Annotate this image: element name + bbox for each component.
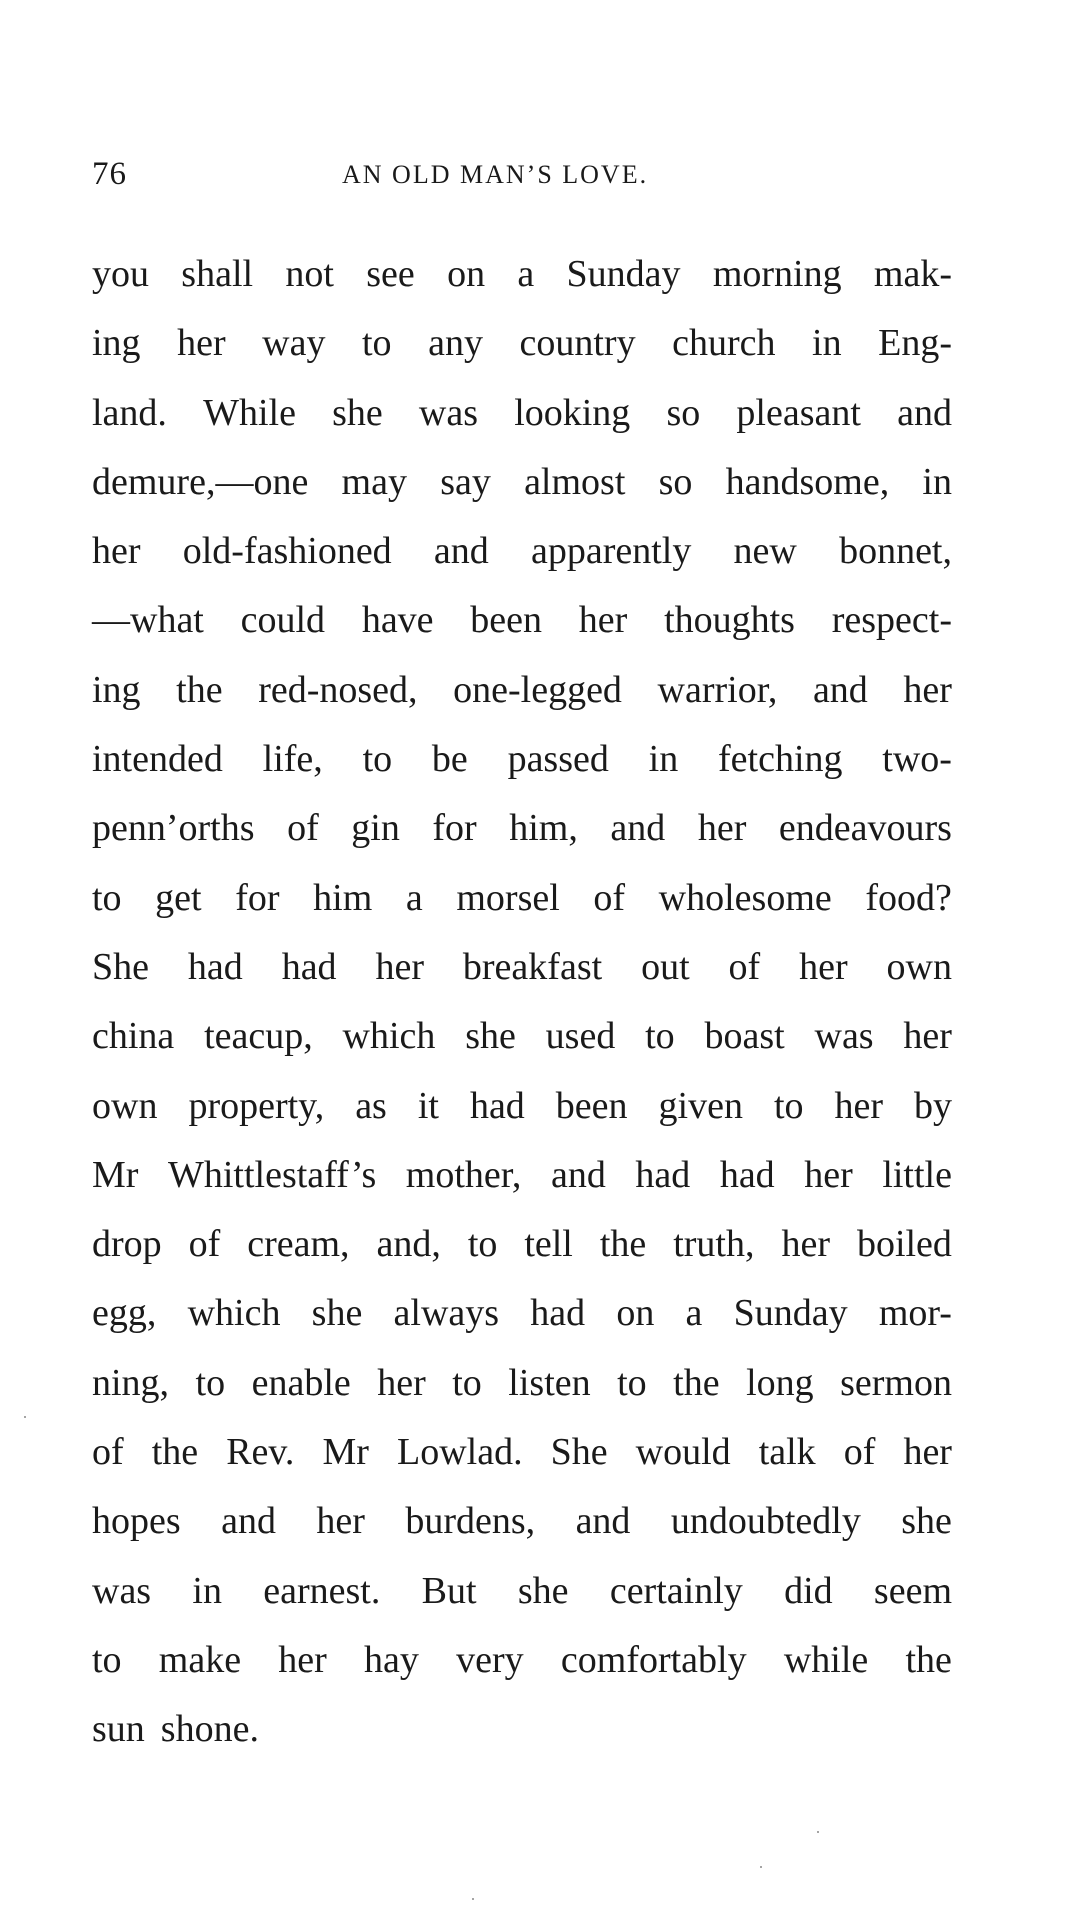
- word: the: [905, 1638, 952, 1681]
- word: land.: [92, 391, 167, 434]
- word: a: [685, 1292, 703, 1335]
- word: intended: [92, 738, 223, 781]
- word: respect-: [831, 599, 952, 642]
- print-speck: [817, 1831, 819, 1833]
- word: Whittlestaff’s: [168, 1153, 377, 1196]
- running-head: [92, 156, 952, 196]
- word: food?: [865, 876, 952, 919]
- word: and: [610, 807, 666, 850]
- word: in: [648, 738, 679, 781]
- word: her: [316, 1500, 365, 1543]
- word: by: [914, 1084, 952, 1127]
- word: been: [555, 1084, 628, 1127]
- word: she: [465, 1015, 516, 1058]
- word: talk: [758, 1431, 816, 1474]
- word: on: [447, 253, 486, 295]
- word: the: [151, 1431, 199, 1474]
- word: bonnet,: [839, 530, 952, 573]
- word: her: [834, 1084, 884, 1127]
- word: her: [804, 1153, 853, 1196]
- word: she: [311, 1292, 363, 1335]
- word: own: [886, 945, 952, 988]
- print-speck: [760, 1866, 762, 1868]
- word: gin: [351, 807, 400, 850]
- word: china: [92, 1015, 175, 1058]
- word: in: [922, 460, 952, 503]
- word: him: [313, 876, 373, 919]
- word: and: [812, 668, 868, 711]
- word: passed: [507, 738, 609, 781]
- word: her: [781, 1223, 830, 1266]
- word: to: [195, 1361, 226, 1404]
- word: her: [375, 945, 424, 988]
- word: her: [177, 322, 226, 365]
- text-line: [92, 1418, 952, 1487]
- word: mother,: [405, 1153, 522, 1196]
- word: and,: [376, 1223, 441, 1266]
- text-line: [92, 1626, 952, 1695]
- word: Mr: [322, 1431, 369, 1474]
- word: her: [903, 668, 952, 711]
- word: sermon: [840, 1361, 952, 1404]
- word: out: [641, 945, 690, 988]
- page-number: 76: [92, 156, 127, 192]
- word: a: [517, 253, 535, 295]
- word: she: [332, 391, 383, 434]
- word: of: [287, 807, 319, 850]
- word: to: [92, 876, 122, 919]
- text-line: [92, 517, 952, 586]
- word: on: [616, 1292, 655, 1335]
- word: did: [784, 1569, 833, 1612]
- word: country: [519, 322, 636, 365]
- word: to: [92, 1638, 122, 1681]
- text-line: [92, 309, 952, 378]
- word: shall: [181, 253, 254, 295]
- word: endeavours: [778, 807, 952, 850]
- text-line: [92, 1210, 952, 1279]
- text-line: [92, 864, 952, 933]
- word: to: [773, 1084, 804, 1127]
- text-line: [92, 1072, 952, 1141]
- text-line: [92, 1349, 952, 1418]
- word: apparently: [530, 530, 692, 573]
- word: ing: [92, 668, 141, 711]
- word: be: [431, 738, 468, 781]
- word: her: [278, 1638, 327, 1681]
- word: hopes: [92, 1500, 181, 1543]
- word: could: [240, 599, 326, 642]
- word: to: [617, 1361, 647, 1404]
- word: burdens,: [405, 1500, 536, 1543]
- text-line: [92, 448, 952, 517]
- word: the: [599, 1223, 647, 1266]
- word: given: [658, 1084, 743, 1127]
- word: have: [361, 599, 434, 642]
- word: always: [393, 1292, 500, 1335]
- word: Rev.: [226, 1431, 295, 1474]
- word: her: [903, 1431, 952, 1474]
- word: life,: [262, 738, 323, 781]
- word: old-fashioned: [182, 530, 392, 573]
- word: her: [799, 945, 848, 988]
- word: thoughts: [664, 599, 795, 642]
- word: wholesome: [658, 876, 832, 919]
- word: used: [545, 1015, 616, 1058]
- word: seem: [873, 1569, 952, 1612]
- word: him,: [509, 807, 578, 850]
- word: long: [746, 1361, 814, 1404]
- word: certainly: [609, 1569, 743, 1612]
- word: you: [92, 253, 149, 295]
- word: boast: [704, 1015, 785, 1058]
- word: handsome,: [725, 460, 890, 503]
- word: had: [187, 945, 243, 988]
- text-line: [92, 1002, 952, 1071]
- word: cream,: [247, 1223, 350, 1266]
- word: two-: [882, 738, 952, 781]
- word: to: [467, 1223, 498, 1266]
- word: was: [814, 1015, 874, 1058]
- word: had: [719, 1153, 775, 1196]
- word: her: [377, 1361, 426, 1404]
- word: her: [92, 530, 141, 573]
- word: teacup,: [204, 1015, 313, 1058]
- word: which: [342, 1015, 436, 1058]
- word: had: [635, 1153, 691, 1196]
- print-speck: [472, 1898, 474, 1900]
- word: had: [530, 1292, 586, 1335]
- print-speck: [24, 1416, 26, 1418]
- word: she: [517, 1569, 569, 1612]
- word: and: [221, 1500, 276, 1543]
- word: was: [92, 1569, 152, 1612]
- word: warrior,: [657, 668, 778, 711]
- text-line: [92, 1695, 952, 1764]
- text-line: [92, 240, 952, 309]
- word: of: [92, 1431, 124, 1474]
- word: red-nosed,: [258, 668, 418, 711]
- word: demure,—one: [92, 460, 309, 503]
- word: ning,: [92, 1361, 170, 1404]
- text-line: [92, 656, 952, 725]
- word: to: [362, 738, 393, 781]
- word: and: [433, 530, 489, 573]
- word: looking: [514, 391, 631, 434]
- word: of: [188, 1223, 221, 1266]
- word: had: [281, 945, 337, 988]
- word: little: [882, 1153, 952, 1196]
- word: for: [432, 807, 477, 850]
- word: in: [812, 322, 842, 365]
- text-line: [92, 725, 952, 794]
- word: her: [697, 807, 747, 850]
- word: her: [578, 599, 628, 642]
- word: listen: [508, 1361, 591, 1404]
- text-line: [92, 1279, 952, 1348]
- word: way: [262, 322, 326, 365]
- word: morning: [712, 253, 842, 295]
- word: and: [897, 391, 952, 434]
- word: own: [92, 1084, 158, 1127]
- word: church: [672, 322, 776, 365]
- word: tell: [524, 1223, 573, 1266]
- word: new: [733, 530, 797, 573]
- word: it: [417, 1084, 439, 1127]
- word: get: [155, 876, 202, 919]
- word: for: [235, 876, 280, 919]
- word: see: [366, 253, 415, 295]
- word: —what: [92, 599, 204, 642]
- word: sun: [92, 1708, 145, 1751]
- word: truth,: [673, 1223, 755, 1266]
- word: property,: [188, 1084, 325, 1127]
- word: the: [176, 668, 223, 711]
- word: fetching: [718, 738, 843, 781]
- text-line: [92, 794, 952, 863]
- word: had: [469, 1084, 525, 1127]
- word: Eng-: [878, 322, 952, 365]
- word: undoubtedly: [670, 1500, 861, 1543]
- word: say: [440, 460, 491, 503]
- word: one-legged: [453, 668, 622, 711]
- word: in: [192, 1569, 222, 1612]
- word: may: [341, 460, 407, 503]
- word: the: [673, 1361, 720, 1404]
- word: hay: [364, 1638, 419, 1681]
- text-line: [92, 1487, 952, 1556]
- word: not: [285, 253, 334, 295]
- word: very: [456, 1638, 524, 1681]
- word: any: [428, 322, 483, 365]
- word: so: [658, 460, 693, 503]
- word: and: [550, 1153, 606, 1196]
- word: Sunday: [566, 253, 681, 295]
- body-text: [92, 240, 952, 1765]
- word: been: [470, 599, 543, 642]
- word: pleasant: [736, 391, 861, 434]
- word: Mr: [92, 1153, 139, 1196]
- word: make: [158, 1638, 242, 1681]
- text-line: [92, 1557, 952, 1626]
- running-title: AN OLD MAN’S LOVE.: [342, 160, 649, 189]
- word: of: [593, 876, 626, 919]
- word: enable: [251, 1361, 351, 1404]
- text-line: [92, 933, 952, 1002]
- word: But: [421, 1569, 477, 1612]
- word: and: [575, 1500, 631, 1543]
- word: of: [843, 1431, 876, 1474]
- word: penn’orths: [92, 807, 255, 850]
- word: ing: [92, 322, 141, 365]
- word: Sunday: [733, 1292, 848, 1335]
- word: comfortably: [560, 1638, 747, 1681]
- word: She: [92, 945, 149, 988]
- word: shone.: [160, 1708, 259, 1751]
- word: would: [635, 1431, 731, 1474]
- word: to: [362, 322, 392, 365]
- word: her: [903, 1015, 952, 1058]
- word: While: [203, 391, 296, 434]
- word: She: [550, 1431, 608, 1474]
- word: to: [645, 1015, 675, 1058]
- word: morsel: [456, 876, 560, 919]
- word: earnest.: [263, 1569, 381, 1612]
- text-line: [92, 586, 952, 655]
- word: drop: [92, 1223, 162, 1266]
- word: she: [901, 1500, 952, 1543]
- word: mor-: [878, 1292, 952, 1335]
- word: of: [728, 945, 761, 988]
- word: Lowlad.: [396, 1431, 523, 1474]
- word: breakfast: [462, 945, 603, 988]
- word: egg,: [92, 1292, 157, 1335]
- word: while: [783, 1638, 869, 1681]
- text-line: [92, 379, 952, 448]
- word: mak-: [873, 253, 952, 295]
- word: as: [355, 1084, 387, 1127]
- word: to: [452, 1361, 482, 1404]
- word: which: [187, 1292, 281, 1335]
- word: boiled: [856, 1223, 952, 1266]
- word: almost: [524, 460, 626, 503]
- text-line: [92, 1141, 952, 1210]
- word: so: [666, 391, 701, 434]
- word: was: [418, 391, 479, 434]
- word: a: [405, 876, 423, 919]
